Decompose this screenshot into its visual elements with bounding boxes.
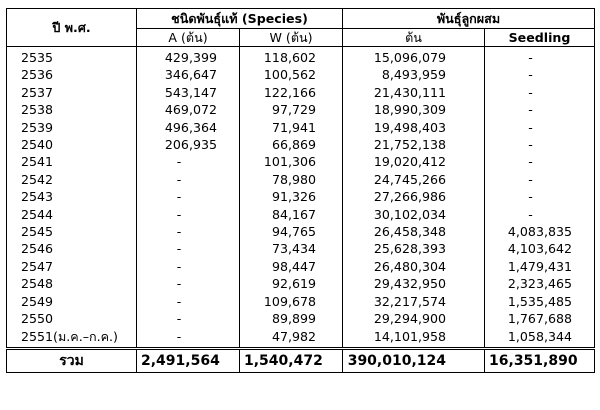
cell-seedling: 4,103,642 <box>485 240 595 257</box>
table-row <box>7 119 595 136</box>
cell-year: 2535 <box>7 47 137 67</box>
cell-w: 73,434 <box>240 240 343 257</box>
header-col-a: A (ต้น) <box>137 29 240 47</box>
cell-year: 2540 <box>7 136 137 153</box>
header-species-group: ชนิดพันธุ์แท้ (Species) <box>137 9 343 29</box>
cell-w: 94,765 <box>240 223 343 240</box>
cell-w: 91,326 <box>240 188 343 205</box>
table-row <box>7 84 595 101</box>
cell-a: - <box>137 153 240 170</box>
cell-seedling: 1,767,688 <box>485 310 595 327</box>
cell-seedling: - <box>485 84 595 101</box>
cell-w: 89,899 <box>240 310 343 327</box>
cell-a: 206,935 <box>137 136 240 153</box>
table-row <box>7 310 595 327</box>
total-row <box>7 348 595 372</box>
header-col-seedling: Seedling <box>485 29 595 47</box>
cell-w: 47,982 <box>240 328 343 349</box>
cell-hybrid: 26,458,348 <box>343 223 485 240</box>
table-row <box>7 258 595 275</box>
cell-year: 2549 <box>7 293 137 310</box>
cell-seedling: - <box>485 206 595 223</box>
cell-w: 84,167 <box>240 206 343 223</box>
cell-year: 2547 <box>7 258 137 275</box>
cell-a: 469,072 <box>137 101 240 118</box>
cell-year: 2539 <box>7 119 137 136</box>
cell-a: - <box>137 258 240 275</box>
data-table-container <box>6 8 594 373</box>
table-row <box>7 66 595 83</box>
total-seedling: 16,351,890 <box>485 348 595 372</box>
table-row <box>7 328 595 349</box>
header-row-group <box>7 9 595 29</box>
cell-w: 98,447 <box>240 258 343 275</box>
cell-a: - <box>137 223 240 240</box>
cell-w: 100,562 <box>240 66 343 83</box>
cell-w: 71,941 <box>240 119 343 136</box>
cell-w: 78,980 <box>240 171 343 188</box>
cell-year: 2548 <box>7 275 137 292</box>
header-year: ปี พ.ศ. <box>7 9 137 47</box>
cell-year: 2550 <box>7 310 137 327</box>
cell-seedling: 2,323,465 <box>485 275 595 292</box>
cell-seedling: - <box>485 101 595 118</box>
cell-year: 2542 <box>7 171 137 188</box>
cell-a: - <box>137 206 240 223</box>
header-hybrid-group: พันธุ์ลูกผสม <box>343 9 595 29</box>
table-row <box>7 47 595 67</box>
cell-year: 2544 <box>7 206 137 223</box>
cell-seedling: 1,535,485 <box>485 293 595 310</box>
cell-seedling: 1,058,344 <box>485 328 595 349</box>
cell-a: 496,364 <box>137 119 240 136</box>
cell-year: 2536 <box>7 66 137 83</box>
cell-hybrid: 15,096,079 <box>343 47 485 67</box>
cell-hybrid: 26,480,304 <box>343 258 485 275</box>
cell-hybrid: 32,217,574 <box>343 293 485 310</box>
table-row <box>7 101 595 118</box>
cell-seedling: - <box>485 119 595 136</box>
table-row <box>7 293 595 310</box>
total-w: 1,540,472 <box>240 348 343 372</box>
table-row <box>7 171 595 188</box>
cell-hybrid: 14,101,958 <box>343 328 485 349</box>
cell-hybrid: 29,432,950 <box>343 275 485 292</box>
cell-year: 2538 <box>7 101 137 118</box>
cell-hybrid: 29,294,900 <box>343 310 485 327</box>
cell-year: 2551(ม.ค.–ก.ค.) <box>7 328 137 349</box>
table-row <box>7 275 595 292</box>
table-body <box>7 47 595 349</box>
cell-year: 2537 <box>7 84 137 101</box>
orchid-production-table <box>6 8 595 373</box>
cell-hybrid: 18,990,309 <box>343 101 485 118</box>
cell-a: 346,647 <box>137 66 240 83</box>
cell-seedling: - <box>485 136 595 153</box>
cell-a: - <box>137 240 240 257</box>
header-col-w: W (ต้น) <box>240 29 343 47</box>
cell-seedling: 4,083,835 <box>485 223 595 240</box>
cell-year: 2545 <box>7 223 137 240</box>
cell-seedling: - <box>485 171 595 188</box>
cell-hybrid: 8,493,959 <box>343 66 485 83</box>
cell-hybrid: 25,628,393 <box>343 240 485 257</box>
cell-hybrid: 19,498,403 <box>343 119 485 136</box>
cell-w: 101,306 <box>240 153 343 170</box>
cell-seedling: 1,479,431 <box>485 258 595 275</box>
cell-a: - <box>137 293 240 310</box>
cell-a: 429,399 <box>137 47 240 67</box>
table-row <box>7 240 595 257</box>
cell-a: 543,147 <box>137 84 240 101</box>
cell-year: 2543 <box>7 188 137 205</box>
cell-year: 2546 <box>7 240 137 257</box>
cell-hybrid: 19,020,412 <box>343 153 485 170</box>
cell-a: - <box>137 275 240 292</box>
cell-hybrid: 21,752,138 <box>343 136 485 153</box>
cell-seedling: - <box>485 47 595 67</box>
cell-a: - <box>137 328 240 349</box>
cell-hybrid: 27,266,986 <box>343 188 485 205</box>
cell-seedling: - <box>485 153 595 170</box>
cell-w: 118,602 <box>240 47 343 67</box>
cell-w: 92,619 <box>240 275 343 292</box>
cell-a: - <box>137 171 240 188</box>
table-row <box>7 223 595 240</box>
cell-seedling: - <box>485 188 595 205</box>
table-row <box>7 153 595 170</box>
cell-a: - <box>137 188 240 205</box>
table-row <box>7 136 595 153</box>
cell-hybrid: 21,430,111 <box>343 84 485 101</box>
total-label: รวม <box>7 348 137 372</box>
cell-w: 97,729 <box>240 101 343 118</box>
cell-w: 109,678 <box>240 293 343 310</box>
cell-year: 2541 <box>7 153 137 170</box>
cell-hybrid: 24,745,266 <box>343 171 485 188</box>
table-row <box>7 206 595 223</box>
cell-hybrid: 30,102,034 <box>343 206 485 223</box>
total-hybrid: 390,010,124 <box>343 348 485 372</box>
cell-seedling: - <box>485 66 595 83</box>
cell-w: 66,869 <box>240 136 343 153</box>
cell-a: - <box>137 310 240 327</box>
total-a: 2,491,564 <box>137 348 240 372</box>
cell-w: 122,166 <box>240 84 343 101</box>
header-col-hybrid: ต้น <box>343 29 485 47</box>
table-row <box>7 188 595 205</box>
